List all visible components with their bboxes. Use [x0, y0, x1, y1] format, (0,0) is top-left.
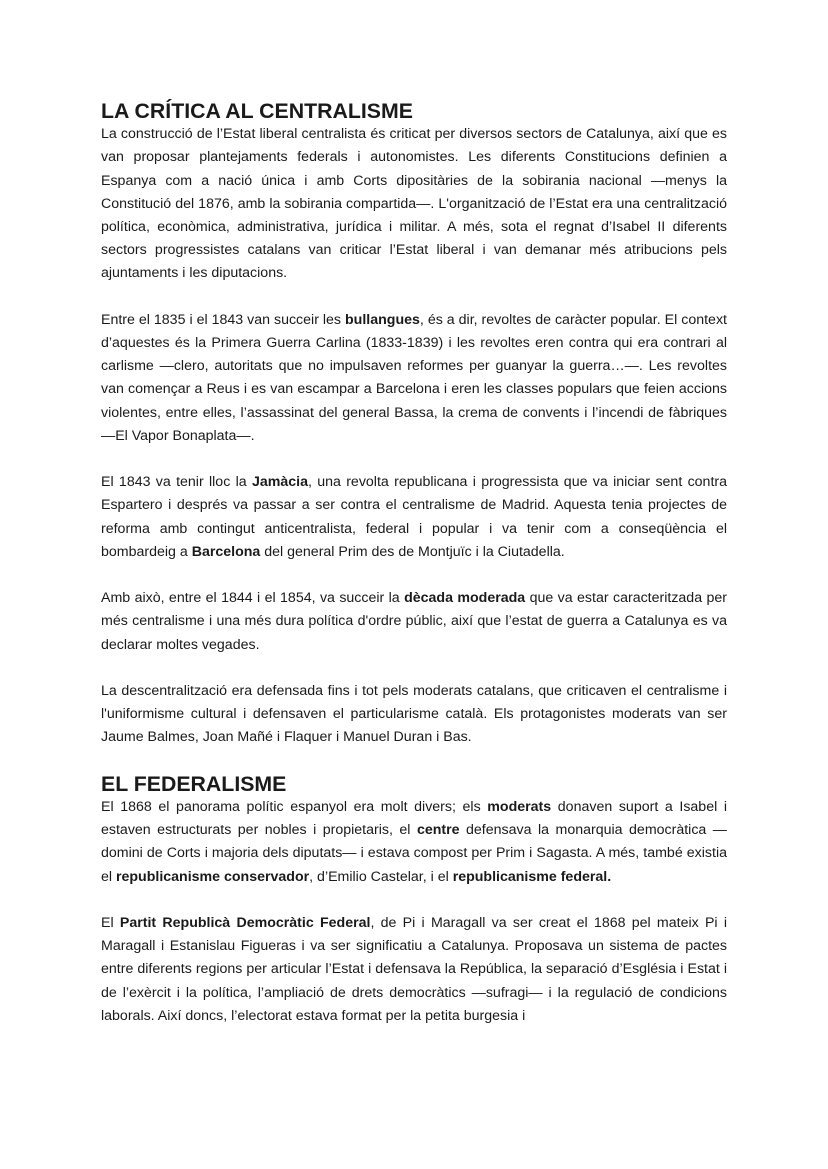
paragraph-jamacia: El 1843 va tenir lloc la Jamàcia, una revolta republicana i progressista que va iniciar sent contra Espartero i després va passar a ser contra el centralisme de Madrid. Aquesta tenia projectes de reforma amb contingut anticentralista, federal i popular i va tenir com a conseqüència el bombardeig a Barcelona del general Prim des de Montjuïc i la Ciutadella.	[101, 474, 727, 560]
section-heading-centralisme: LA CRÍTICA AL CENTRALISME	[101, 99, 413, 123]
paragraph-decada-moderada: Amb això, entre el 1844 i el 1854, va succeir la dècada moderada que va estar caracteritzada per més centralisme i una més dura política d'ordre públic, així que l’estat de guerra a Catalunya es va declarar moltes vegades.	[101, 590, 727, 653]
paragraph-partit-federal: El Partit Republicà Democràtic Federal, de Pi i Maragall va ser creat el 1868 pel mateix Pi i Maragall i Estanislau Figueras i va ser significatiu a Catalunya. Proposava un sistema de pactes entre diferents regions per articular l’Estat i defensava la República, la separació d’Església i Estat i de l’exèrcit i la política, l’ampliació de drets democràtics —sufragi— i la regulació de condicions laborals. Així doncs, l’electorat estava format per la petita burgesia i	[101, 915, 727, 1024]
paragraph-bullangues: Entre el 1835 i el 1843 van succeir les bullangues, és a dir, revoltes de caràcter popular. El context d’aquestes és la Primera Guerra Carlina (1833-1839) i les revoltes eren contra qui era contrari al carlisme —clero, autoritats que no impulsaven reformes per guanyar la guerra…—. Les revoltes van començar a Reus i es van escampar a Barcelona i eren les classes populars que feien accions violentes, entre elles, l’assassinat del general Bassa, la crema de convents i l’incendi de fàbriques —El Vapor Bonaplata—.	[101, 311, 727, 444]
paragraph-descentralitzacio: La descentralització era defensada fins i tot pels moderats catalans, que criticaven el centralisme i l'uniformisme cultural i defensaven el particularisme català. Els protagonistes moderats van ser Jaume Balmes, Joan Mañé i Flaquer i Manuel Duran i Bas.	[101, 683, 727, 746]
paragraph-panorama-1868: El 1868 el panorama polític espanyol era molt divers; els moderats donaven suport a Isabel i estaven estructurats per nobles i propietaris, el centre defensava la monarquia democràtica —domini de Corts i majoria dels diputats— i estava compost per Prim i Sagasta. A més, també existia el republicanisme conservador, d’Emilio Castelar, i el republicanisme federal.	[101, 799, 727, 885]
document-page	[101, 100, 727, 1028]
paragraph-estat-liberal: La construcció de l’Estat liberal centralista és criticat per diversos sectors de Catalunya, així que es van proposar plantejaments federals i autonomistes. Les diferents Constitucions definien a Espanya com a nació única i amb Corts dipositàries de la sobirania nacional —menys la Constitució del 1876, amb la sobirania compartida—. L'organització de l’Estat era una centralització política, econòmica, administrativa, jurídica i militar. A més, sota el regnat d’Isabel II diferents sectors progressistes catalans van criticar l’Estat liberal i van demanar més atribucions pels ajuntaments i les diputacions.	[101, 126, 727, 282]
section-heading-federalisme: EL FEDERALISME	[101, 771, 287, 796]
